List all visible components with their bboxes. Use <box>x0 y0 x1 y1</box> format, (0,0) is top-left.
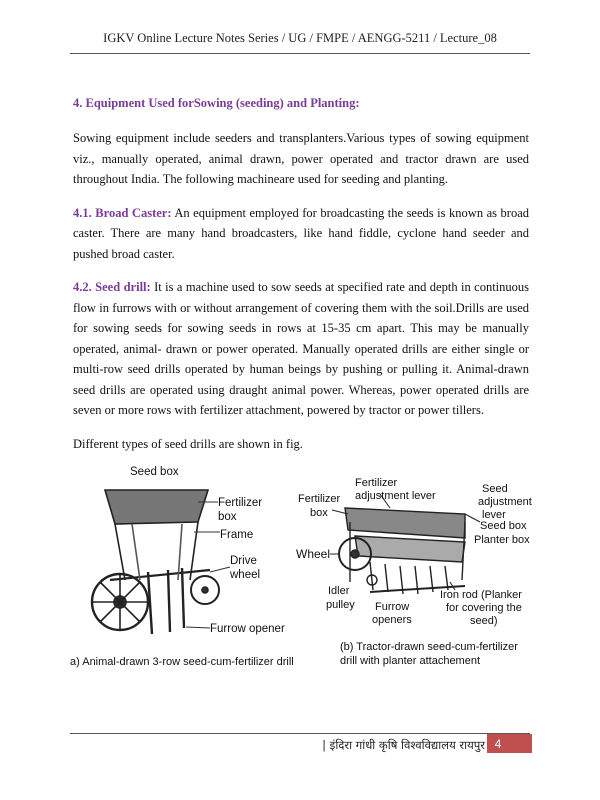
label-r-pulley: pulley <box>326 599 355 611</box>
label-fertilizer-box: box <box>218 511 237 523</box>
caption-tractor-1: (b) Tractor-drawn seed-cum-fertilizer <box>340 641 518 653</box>
label-r-iron-2: for covering the <box>446 602 522 614</box>
label-r-box: box <box>310 507 328 519</box>
broadcaster-title: 4.1. Broad Caster: <box>73 205 172 220</box>
seed-drill-title: 4.2. Seed drill: <box>73 280 151 294</box>
seed-drill-figure <box>70 462 532 672</box>
footer-rule <box>70 733 530 734</box>
label-frame: Frame <box>220 529 254 541</box>
header-rule <box>70 53 530 54</box>
animal-drawn-drill-sketch <box>92 490 230 634</box>
broadcaster-text: An equipment employed for broadcasting the seeds is known as broad caster. There are many hand broadcasters, like hand fiddle, cyclone hand seeder and pushed broad caster. <box>73 205 530 261</box>
label-furrow-opener: Furrow opener <box>210 623 285 635</box>
label-r-planter-box: Planter box <box>474 534 530 546</box>
tractor-drawn-drill-sketch <box>330 494 480 594</box>
label-r-seed-adj-1: Seed <box>482 483 508 495</box>
caption-animal-drawn: a) Animal-drawn 3-row seed-cum-fertilizer drill <box>70 656 294 668</box>
label-r-wheel: Wheel <box>296 547 331 561</box>
label-seed-box: Seed box <box>130 466 179 478</box>
page-number-badge <box>487 734 532 753</box>
label-r-idler: Idler <box>328 585 350 597</box>
caption-tractor-2: drill with planter attachement <box>340 655 481 667</box>
footer-institution: | इंदिरा गांधी कृषि विश्वविद्यालय रायपुर <box>322 738 485 752</box>
label-r-openers: openers <box>372 614 412 626</box>
label-r-seed-adj-2: adjustment <box>478 496 532 508</box>
seed-drill-paragraph <box>73 277 529 421</box>
broadcaster-paragraph <box>73 203 529 265</box>
seed-drill-text: It is a machine used to sow seeds at specified rate and depth in continuous flow in furrows with or without arrangement of covering them with the soil.Drills are used for sowing seeds for sowing seeds in rows at 15-35 cm apart. This may be manually operated, animal- drawn or power operated. Manually operated drills are either single or multi-row seed drills operated by human beings by pushing or pulling it. Animal-drawn seed drills are operated using draught animal power. Whereas, power operated drills are seven or more rows with fertilizer attachment, powered by tractor or power tillers. <box>73 280 529 417</box>
label-r-adj-2: adjustment lever <box>355 490 436 502</box>
page-body <box>73 96 529 467</box>
running-header: IGKV Online Lecture Notes Series / UG / FMPE / AENGG-5211 / Lecture_08 <box>103 31 497 45</box>
label-r-seed-box: Seed box <box>480 520 527 532</box>
label-r-fertilizer: Fertilizer <box>298 493 341 505</box>
label-r-adj-1: Fertilizer <box>355 477 398 489</box>
page-number: 4 <box>494 737 502 751</box>
label-r-seed-adj-3: lever <box>482 509 506 521</box>
section-heading: 4. Equipment Used forSowing (seeding) and Planting: <box>73 96 360 110</box>
label-drive: Drive <box>230 555 257 567</box>
label-drive-wheel: wheel <box>230 569 261 581</box>
intro-paragraph: Sowing equipment include seeders and transplanters.Various types of sowing equipment viz., manually operated, animal drawn, power operated and tractor drawn are used throughout India. The following machineare used for seeding and planting. <box>73 131 529 186</box>
seed-drill-illustration <box>70 462 532 672</box>
label-fertilizer: Fertilizer <box>218 497 263 509</box>
label-r-furrow: Furrow <box>375 601 410 613</box>
label-r-iron-3: seed) <box>470 615 498 627</box>
figure-intro: Different types of seed drills are shown in fig. <box>73 436 303 451</box>
label-r-iron-1: Iron rod (Planker <box>440 589 522 601</box>
